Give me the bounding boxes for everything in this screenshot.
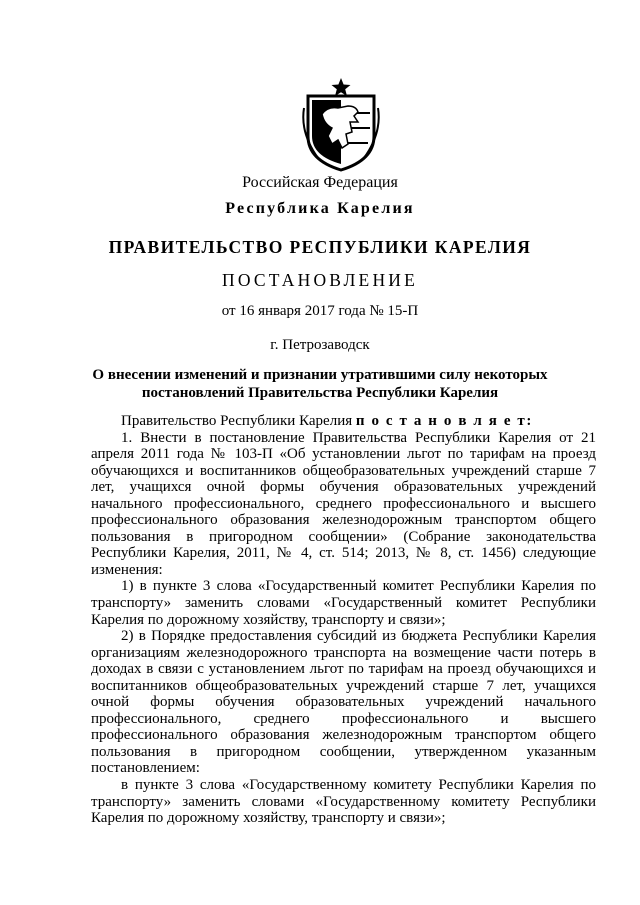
preamble-text: Правительство Республики Карелия [121, 413, 356, 429]
preamble-verb: п о с т а н о в л я е т: [355, 413, 533, 429]
paragraph: 2) в Порядке предоставления субсидий из бюджета Республики Карелия организациям железнодорожного транспорта на возмещение части потерь в доходах в связи с установлением льгот по тарифам на проезд обучающихся и воспитанников общеобразовательных учреждений старше 7 лет, учащихся очной формы обучения образовательных учреждений начального профессионального, среднего профессионального и высшего профессионального образования железнодорожным транспортом общего пользования в пригородном сообщении, утвержденном указанным постановлением: [91, 628, 596, 777]
government-name: ПРАВИТЕЛЬСТВО РЕСПУБЛИКИ КАРЕЛИЯ [108, 237, 532, 257]
preamble [91, 413, 596, 430]
document-type: ПОСТАНОВЛЕНИЕ [221, 270, 419, 290]
republic-name: Республика Карелия [225, 200, 415, 217]
title-line: постановлений Правительства Республики Карелия [141, 385, 499, 401]
karelia-coat-of-arms-emblem [298, 78, 384, 172]
paragraph: 1. Внести в постановление Правительства Республики Карелия от 21 апреля 2011 года № 103-П «Об установлении льгот по тарифам на проезд обучающихся и воспитанников общеобразовательных учреждений старше 7 лет, учащихся очной формы обучения образовательных учреждений начального профессионального, среднего профессионального и высшего профессионального образования железнодорожным транспортом общего пользования в пригородном сообщении» (Собрание законодательства Республики Карелия, 2011, № 4, ст. 514; 2013, № 8, ст. 1456) следующие изменения: [91, 429, 596, 578]
country-name: Российская Федерация [242, 174, 398, 191]
document-title [0, 366, 640, 402]
paragraph: 1) в пункте 3 слова «Государственный комитет Республики Карелия по транспорту» заменить словами «Государственный комитет Республики Карелия по дорожному хозяйству, транспорту и связи»; [91, 578, 596, 628]
title-line: О внесении изменений и признании утратившими силу некоторых [92, 367, 548, 383]
document-body [91, 413, 596, 827]
document-city: г. Петрозаводск [270, 337, 370, 353]
document-date: от 16 января 2017 года № 15-П [221, 303, 419, 319]
paragraph: в пункте 3 слова «Государственному комитету Республики Карелия по транспорту» заменить словами «Государственному комитету Республики Карелия по дорожному хозяйству, транспорту и связи»; [91, 777, 596, 827]
